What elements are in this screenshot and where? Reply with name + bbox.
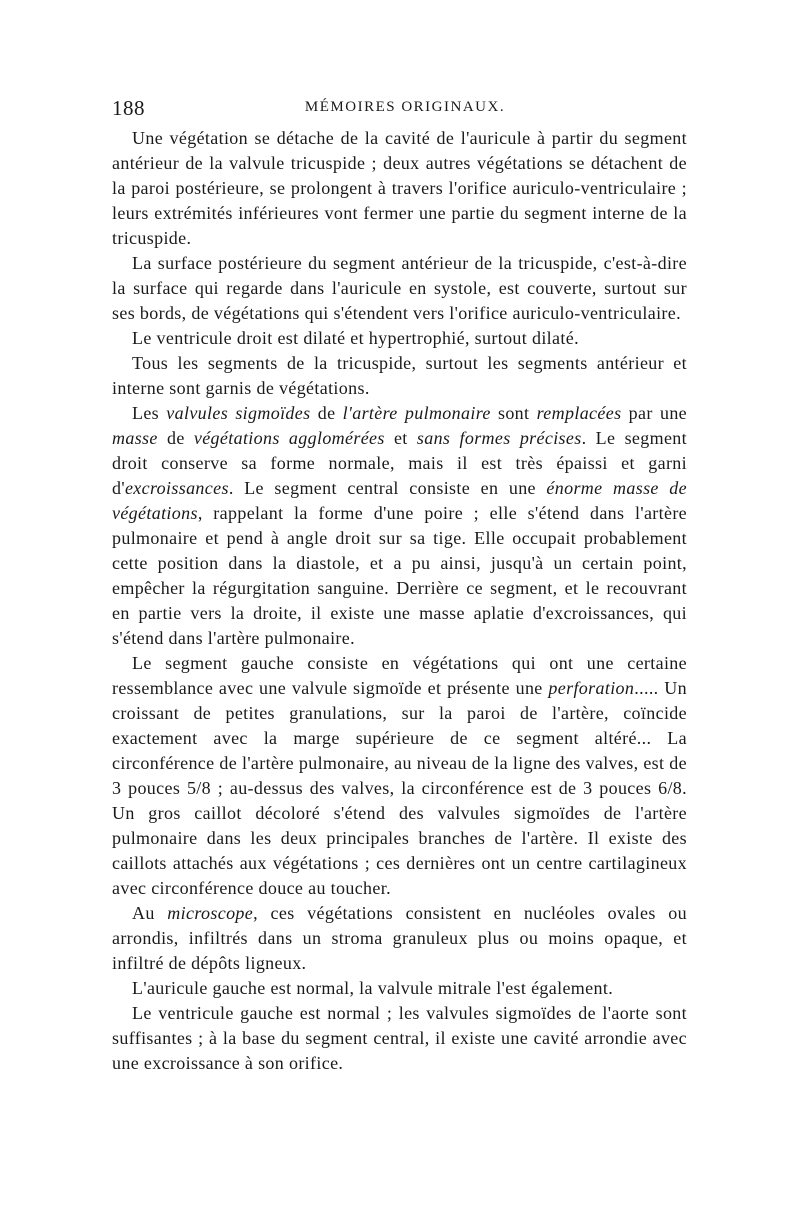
text-run: Le ventricule gauche est normal ; les valvules sigmoïdes de l'aorte sont suffisantes ; à la base du segment central, il existe une cavité arrondie avec une excroissance à son orifice. bbox=[112, 1003, 687, 1073]
text-run: La surface postérieure du segment antérieur de la tricuspide, c'est-à-dire la surface qui regarde dans l'auricule en systole, est couverte, surtout sur ses bords, de végétations qui s'étendent vers l'orifice auriculo-ventriculaire. bbox=[112, 253, 687, 323]
text-run: . Le segment droit conserve sa forme normale, mais il est très épaissi et garni d' bbox=[112, 428, 688, 498]
paragraph bbox=[112, 126, 687, 251]
text-run: sont bbox=[490, 403, 537, 423]
italic-text: sans formes précises bbox=[416, 428, 582, 448]
italic-text: perforation bbox=[548, 678, 635, 698]
text-run: de bbox=[157, 428, 194, 448]
text-run: Le ventricule droit est dilaté et hypertrophié, surtout dilaté. bbox=[132, 328, 579, 348]
paragraph bbox=[112, 901, 687, 976]
text-run: , ces végétations consistent en nucléoles ovales ou arrondis, infiltrés dans un stroma granuleux plus ou moins opaque, et infiltré de dépôts ligneux. bbox=[112, 903, 687, 973]
page-number: 188 bbox=[112, 96, 145, 120]
body-text bbox=[112, 126, 687, 1076]
text-run: de bbox=[310, 403, 343, 423]
running-title: MÉMOIRES ORIGINAUX. bbox=[304, 99, 506, 115]
paragraph bbox=[112, 251, 687, 326]
text-run: Tous les segments de la tricuspide, surtout les segments antérieur et interne sont garnis de végétations. bbox=[112, 353, 687, 398]
text-run: , rappelant la forme d'une poire ; elle s'étend dans l'artère pulmonaire et pend à angle droit sur sa tige. Elle occupait probablement cette position dans la diastole, et a pu ainsi, jusqu'à un certain point, empêcher la régurgitation sanguine. Derrière ce segment, et le recouvrant en partie vers la droite, il existe une masse aplatie d'excroissances, qui s'étend dans l'artère pulmonaire. bbox=[112, 503, 687, 648]
paragraph bbox=[112, 651, 687, 901]
text-run: ..... Un croissant de petites granulations, sur la paroi de l'artère, coïncide exactement avec la marge supérieure de ce segment altéré... La circonférence de l'artère pulmonaire, au niveau de la ligne des valves, est de 3 pouces 5/8 ; au-dessus des valves, la circonférence est de 3 pouces 6/8. Un gros caillot décoloré s'étend des valvules sigmoïdes de l'artère pulmonaire dans les deux principales branches de l'artère. Il existe des caillots attachés aux végétations ; ces dernières ont un centre cartilagineux avec circonférence douce au toucher. bbox=[112, 678, 687, 898]
paragraph bbox=[112, 1001, 687, 1076]
text-run: et bbox=[384, 428, 417, 448]
italic-text: remplacées bbox=[536, 403, 622, 423]
text-run: Une végétation se détache de la cavité de l'auricule à partir du segment antérieur de la valvule tricuspide ; deux autres végétations se détachent de la paroi postérieure, se prolongent à travers l'orifice auriculo-ventriculaire ; leurs extrémités inférieures vont fermer une partie du segment interne de la tricuspide. bbox=[112, 128, 687, 248]
italic-text: microscope bbox=[167, 903, 254, 923]
italic-text: énorme masse de végétations bbox=[112, 478, 687, 523]
text-run: L'auricule gauche est normal, la valvule mitrale l'est également. bbox=[132, 978, 614, 998]
paragraph bbox=[112, 976, 687, 1001]
paragraph bbox=[112, 351, 687, 401]
italic-text: l'artère pulmonaire bbox=[342, 403, 491, 423]
text-run: . Le segment central consiste en une bbox=[228, 478, 547, 498]
italic-text: masse bbox=[112, 428, 158, 448]
italic-text: excroissances bbox=[124, 478, 229, 498]
italic-text: valvules sigmoïdes bbox=[166, 403, 311, 423]
text-run: Au bbox=[132, 903, 168, 923]
text-run: Le segment gauche consiste en végétations qui ont une certaine ressemblance avec une valvule sigmoïde et présente une bbox=[112, 653, 687, 698]
text-run: par une bbox=[621, 403, 688, 423]
italic-text: végétations agglomérées bbox=[193, 428, 385, 448]
paragraph bbox=[112, 401, 687, 651]
paragraph bbox=[112, 326, 687, 351]
text-run: Les bbox=[132, 403, 167, 423]
